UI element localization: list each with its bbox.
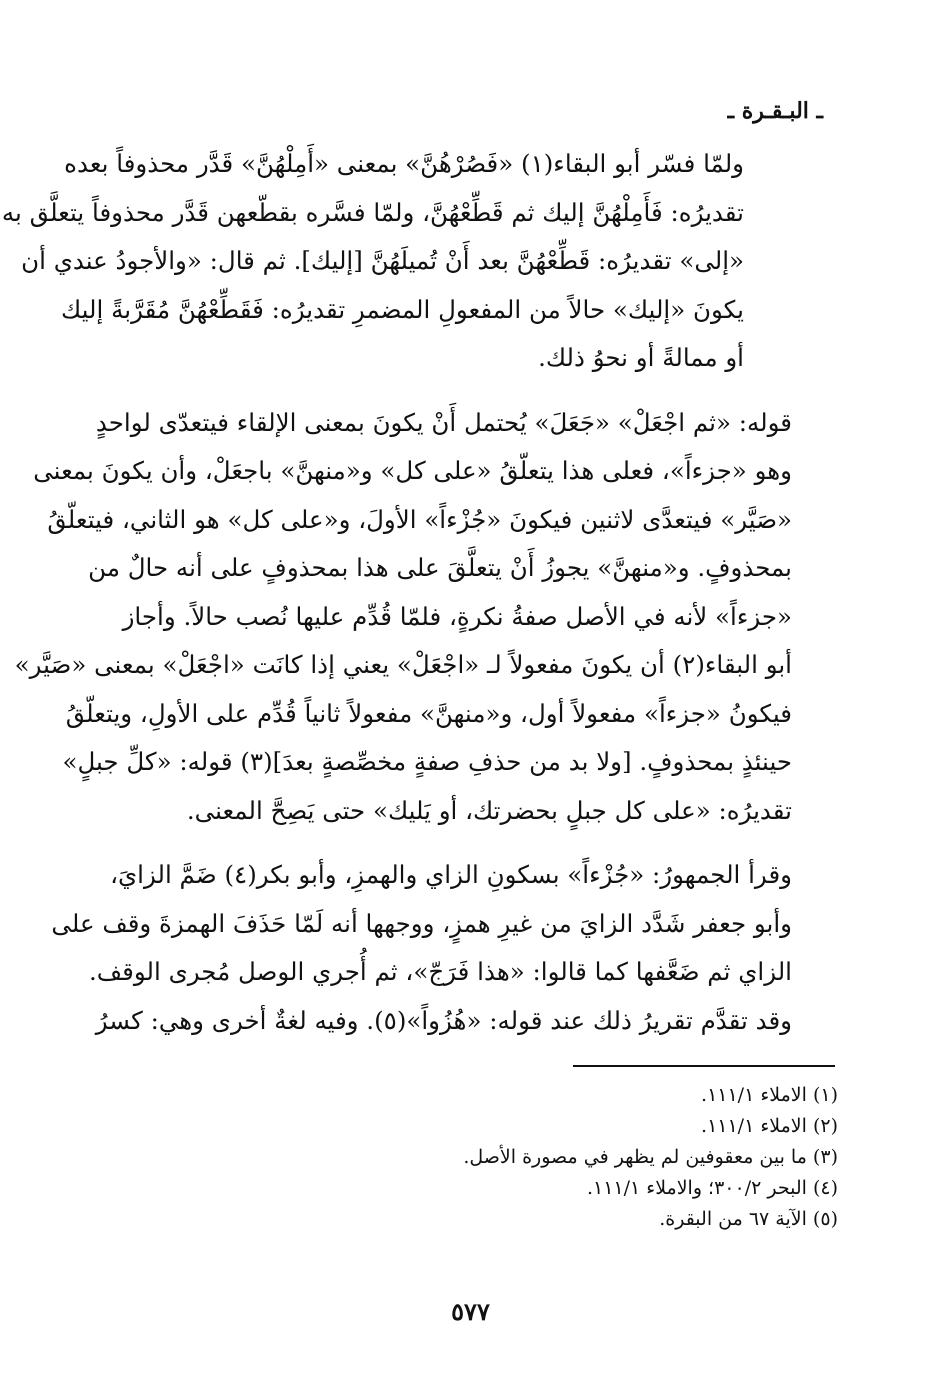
- text-line: «إلى» تقديرُه: قَطِّعْهُنَّ بعد أَنْ تُميلَهُنَّ [إليك]. ثم قال: «والأجودُ عندي أن: [21, 246, 744, 275]
- text-line: وهو «جزءاً»، فعلى هذا يتعلّقُ «على كل» و«منهنَّ» باجعَلْ، وأن يكونَ بمعنى: [33, 456, 792, 485]
- text-line: ولمّا فسّر أبو البقاء(١) «فَصُرْهُنَّ» بمعنى «أَمِلْهُنَّ» قَدَّر محذوفاً بعده: [64, 149, 744, 178]
- text-line: وقرأ الجمهورُ: «جُزْءاً» بسكونِ الزاي والهمزِ، وأبو بكر(٤) ضَمَّ الزايَ،: [110, 860, 792, 889]
- footnote: (٣) ما بين معقوفين لم يظهر في مصورة الأصل.: [463, 1146, 838, 1168]
- text-line: يكونَ «إليك» حالاً من المفعولِ المضمرِ تقديرُه: فَقَطِّعْهُنَّ مُقَرَّبةً إليك: [61, 294, 744, 324]
- footnote: (٢) الاملاء ١١١/١.: [701, 1115, 838, 1137]
- text-line: بمحذوفٍ. و«منهنَّ» يجوزُ أَنْ يتعلَّقَ على هذا بمحذوفٍ على أنه حالٌ من: [88, 553, 792, 582]
- footnotes: [138, 1080, 838, 1235]
- paragraph: [51, 851, 832, 1045]
- paragraph: [1, 140, 832, 383]
- page-number: ٥٧٧: [451, 1297, 490, 1326]
- text-line: فيكونُ «جزءاً» مفعولاً أول، و«منهنَّ» مفعولاً ثانياً قُدِّم على الأولِ، ويتعلّقُ: [65, 698, 792, 728]
- footnote: (٥) الآية ٦٧ من البقرة.: [659, 1208, 838, 1230]
- text-line: وأبو جعفر شَدَّد الزايَ من غيرِ همزٍ، ووجهها أنه لَمّا حَذَفَ الهمزةَ وقف على: [51, 908, 792, 938]
- text-line: حينئذٍ بمحذوفٍ. [ولا بد من حذفِ صفةٍ مخصِّصةٍ بعدَ](٣) قوله: «كلِّ جبلٍ»: [62, 747, 792, 776]
- text-line: «صَيَّر» فيتعدَّى لاثنين فيكونَ «جُزْءاً» الأولَ، و«على كل» هو الثاني، فيتعلّقُ: [47, 504, 792, 534]
- text-line: «جزءاً» لأنه في الأصل صفةُ نكرةٍ، فلمّا قُدِّم عليها نُصب حالاً. وأجاز: [122, 601, 792, 631]
- text-line: أبو البقاء(٢) أن يكونَ مفعولاً لـ «اجْعَلْ» يعني إذا كانَت «اجْعَلْ» بمعنى «صَيَّر»: [14, 650, 792, 679]
- footnote-divider: [573, 1065, 835, 1067]
- paragraph: [14, 399, 832, 836]
- text-line: الزاي ثم ضَعَّفها كما قالوا: «هذا فَرَجّ»، ثم أُجري الوصل مُجرى الوقف.: [89, 957, 792, 986]
- text-line: أو ممالةً أو نحوُ ذلك.: [538, 343, 744, 372]
- footnote: (١) الاملاء ١١١/١.: [701, 1084, 838, 1106]
- text-line: تقديرُه: «على كل جبلٍ بحضرتك، أو يَليك» حتى يَصِحَّ المعنى.: [186, 795, 792, 825]
- text-line: قوله: «ثم اجْعَلْ» «جَعَلَ» يُحتمل أَنْ يكونَ بمعنى الإلقاء فيتعدّى لواحدٍ: [95, 407, 792, 437]
- text-line: تقديرُه: فَأَمِلْهُنَّ إليك ثم قَطِّعْهُنَّ، ولمّا فسَّره بقطّعهن قَدَّر محذوفاً يتعلَّق به: [1, 197, 744, 227]
- text-line: وقد تقدَّم تقريرُ ذلك عند قوله: «هُزُواً»(٥). وفيه لغةٌ أخرى وهي: كسرُ: [95, 1005, 792, 1035]
- footnote: (٤) البحر ٣٠٠/٢؛ والاملاء ١١١/١.: [586, 1177, 838, 1199]
- body-text: [1, 140, 832, 1045]
- running-header: ـ البـقـرة ـ: [727, 98, 823, 124]
